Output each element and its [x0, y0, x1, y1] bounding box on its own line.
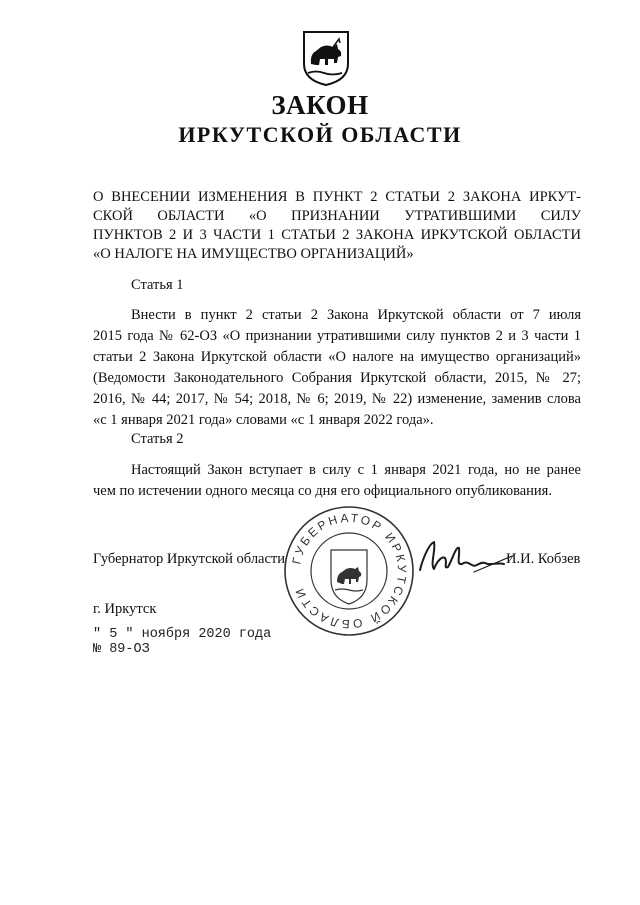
heading-line: О ВНЕСЕНИИ ИЗМЕНЕНИЯ В ПУНКТ 2 СТАТЬИ 2 ЗАКОНА ИРКУТ- — [93, 189, 581, 205]
article-2-text — [93, 460, 581, 502]
heading-line: «О НАЛОГЕ НА ИМУЩЕСТВО ОРГАНИЗАЦИЙ» — [93, 246, 414, 262]
seal-text: ГУБЕРНАТОР ИРКУТСКОЙ ОБЛАСТИ — [289, 510, 410, 632]
article-1-label: Статья 1 — [131, 277, 184, 293]
governor-name: И.И. Кобзев — [506, 551, 581, 567]
law-heading — [93, 188, 581, 264]
governor-seal-icon — [282, 504, 416, 638]
article-2-line: чем по истечении одного месяца со дня его официального опубликования. — [93, 483, 552, 499]
article-1-line: «с 1 января 2021 года» словами «с 1 января 2022 года». — [93, 412, 434, 428]
article-2-line: Настоящий Закон вступает в силу с 1 января 2021 года, но не ранее — [131, 462, 581, 478]
article-1-line: 2015 года № 62-ОЗ «О признании утратившими силу пунктов 2 и 3 части 1 — [93, 328, 581, 344]
region-title: ИРКУТСКОЙ ОБЛАСТИ — [178, 122, 462, 147]
law-number: № 89-ОЗ — [93, 642, 150, 657]
coat-of-arms-icon — [302, 30, 350, 86]
article-1-line: 2016, № 44; 2017, № 54; 2018, № 6; 2019, № 22) изменение, заменив слова — [93, 391, 581, 407]
article-1-line: статьи 2 Закона Иркутской области «О налоге на имущество организаций» — [93, 349, 581, 365]
article-2-label: Статья 2 — [131, 431, 184, 447]
heading-line: СКОЙ ОБЛАСТИ «О ПРИЗНАНИИ УТРАТИВШИМИ СИЛУ — [93, 208, 581, 224]
article-1-text — [93, 305, 581, 431]
signature-icon — [414, 536, 514, 578]
law-title: ЗАКОН — [271, 90, 369, 120]
law-date: " 5 " ноября 2020 года — [93, 627, 272, 642]
governor-position: Губернатор Иркутской области — [93, 551, 286, 567]
article-1-line: (Ведомости Законодательного Собрания Иркутской области, 2015, № 27; — [93, 370, 581, 386]
article-1-line: Внести в пункт 2 статьи 2 Закона Иркутской области от 7 июля — [131, 307, 581, 323]
city: г. Иркутск — [93, 601, 157, 617]
heading-line: ПУНКТОВ 2 И 3 ЧАСТИ 1 СТАТЬИ 2 ЗАКОНА ИРКУТСКОЙ ОБЛАСТИ — [93, 227, 581, 243]
